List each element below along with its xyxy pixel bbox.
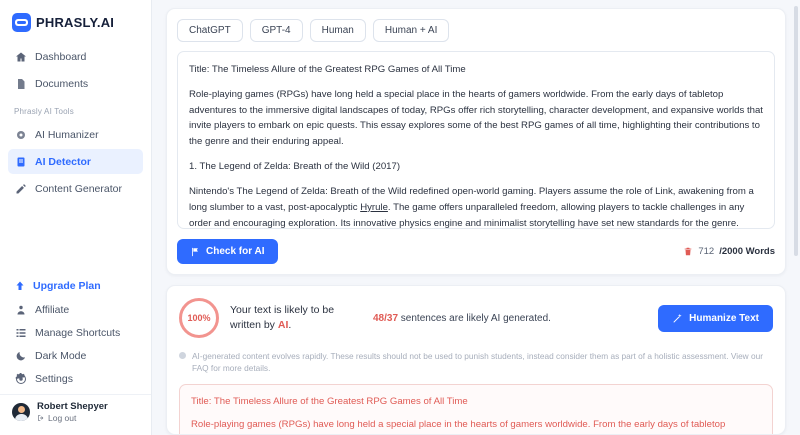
verdict-text: [230, 303, 348, 333]
user-profile[interactable]: [0, 394, 151, 431]
flag-icon: [190, 247, 200, 257]
editor-paragraph-1: Role-playing games (RPGs) have long held a special place in the hearts of gamers worldwide. From the early days of tabletop adventures to the immersive digital landscapes of today, RPGs offer rich storytelling, character development, and expansive worlds that invite players to embark on epic quests. This essay explores some of the best RPG games of all time, highlighting their contributions to the genre and their enduring appeal.: [189, 88, 763, 148]
sidebar-item-label: Content Generator: [35, 182, 122, 195]
verdict-end: .: [288, 319, 292, 331]
sidebar-item-label: Affiliate: [35, 303, 70, 316]
gear-icon: [14, 372, 27, 385]
text-editor[interactable]: [177, 51, 775, 229]
upgrade-plan-label: Upgrade Plan: [33, 280, 101, 292]
tab-human[interactable]: Human: [310, 19, 366, 42]
upgrade-plan-button[interactable]: [0, 274, 151, 298]
tab-gpt4[interactable]: GPT-4: [250, 19, 303, 42]
info-icon: [179, 352, 186, 359]
sidebar-item-dashboard[interactable]: [8, 44, 143, 69]
editor-paragraph-2-part-2: . The game offers unparalleled freedom, allowing players to tackle challenges in any order and encouraging exploration. Its innovative physics engine and minimalist storytelling have set new standards for the genre.: [189, 201, 745, 229]
sentences-count: 48/37: [373, 312, 399, 324]
verdict-highlight: AI: [277, 319, 289, 331]
detector-icon: [14, 155, 27, 168]
brand[interactable]: [0, 0, 151, 42]
model-tabs: [177, 19, 775, 42]
sidebar-item-label: Manage Shortcuts: [35, 326, 121, 339]
home-icon: [14, 50, 27, 63]
sidebar-item-documents[interactable]: [8, 71, 143, 96]
nav-primary: [0, 42, 151, 98]
main-scrollbar[interactable]: [794, 6, 798, 426]
avatar: [12, 403, 30, 421]
highlighted-line-2: Role-playing games (RPGs) have long held a special place in the hearts of gamers worldwide. From the early days of tabletop: [191, 419, 726, 431]
logout-label: Log out: [48, 413, 77, 423]
editor-card: [166, 8, 786, 275]
robot-logo-icon: [12, 13, 31, 32]
document-icon: [14, 77, 27, 90]
shortcuts-icon: [14, 326, 27, 339]
highlighted-line-1: Title: The Timeless Allure of the Greatest RPG Games of All Time: [191, 395, 468, 407]
pen-icon: [14, 182, 27, 195]
sidebar-item-label: AI Detector: [35, 155, 92, 168]
sidebar-item-ai-detector[interactable]: [8, 149, 143, 174]
word-count-current: 712: [698, 246, 715, 257]
disclaimer-text: AI-generated content evolves rapidly. These results should not be used to punish students, instead consider them as part of a holistic assessment. View our FAQ for more details.: [192, 351, 763, 374]
scrollbar-thumb[interactable]: [794, 6, 798, 256]
brand-name: PHRASLY.AI: [36, 15, 115, 30]
humanize-text-button[interactable]: [658, 305, 773, 332]
highlighted-results: [179, 384, 773, 435]
sidebar-item-label: Dashboard: [35, 50, 87, 63]
main-content: [152, 0, 800, 435]
sidebar-item-ai-humanizer[interactable]: [8, 122, 143, 147]
magic-wand-icon: [672, 313, 683, 324]
sidebar-item-dark-mode[interactable]: [0, 344, 151, 367]
editor-title-line: Title: The Timeless Allure of the Greatest RPG Games of All Time: [189, 64, 466, 75]
sidebar-bottom: [0, 274, 151, 435]
check-for-ai-button[interactable]: [177, 239, 278, 264]
ai-score-gauge: 100%: [179, 298, 219, 338]
editor-heading-1: 1. The Legend of Zelda: Breath of the Wild (2017): [189, 161, 401, 173]
editor-paragraph-2: [189, 184, 763, 229]
sidebar-item-content-generator[interactable]: [8, 176, 143, 201]
word-count: [683, 246, 775, 257]
moon-icon: [14, 349, 27, 362]
verdict-part-1: Your text is likely to be written by: [230, 303, 335, 331]
editor-footer: [177, 239, 775, 264]
sidebar-item-settings[interactable]: [0, 367, 151, 390]
sidebar-item-label: AI Humanizer: [35, 128, 99, 141]
sentences-text: sentences are likely AI generated.: [398, 312, 551, 324]
tab-human-plus-ai[interactable]: Human + AI: [373, 19, 450, 42]
trash-icon[interactable]: [683, 246, 693, 257]
word-count-total: /2000 Words: [719, 246, 775, 257]
sidebar-section-label: Phrasly AI Tools: [14, 107, 74, 116]
affiliate-icon: [14, 303, 27, 316]
logout-button[interactable]: [37, 413, 108, 423]
sidebar-item-label: Dark Mode: [35, 349, 87, 362]
sidebar: [0, 0, 152, 435]
check-for-ai-label: Check for AI: [206, 246, 265, 257]
humanize-text-label: Humanize Text: [689, 312, 759, 324]
sidebar-item-label: Settings: [35, 372, 73, 385]
editor-link-hyrule[interactable]: Hyrule: [360, 201, 388, 213]
result-summary: [179, 298, 773, 338]
sentences-summary: [359, 313, 647, 324]
tab-chatgpt[interactable]: ChatGPT: [177, 19, 243, 42]
sparkle-icon: [14, 128, 27, 141]
logout-icon: [37, 414, 45, 422]
result-card: [166, 285, 786, 435]
sidebar-item-label: Documents: [35, 77, 89, 90]
user-name: Robert Shepyer: [37, 401, 108, 412]
sidebar-item-affiliate[interactable]: [0, 298, 151, 321]
upgrade-arrow-icon: [14, 280, 26, 292]
disclaimer: [179, 350, 773, 375]
sidebar-item-manage-shortcuts[interactable]: [0, 321, 151, 344]
editor-paragraph-2-part-1: Nintendo's The Legend of Zelda: Breath of the Wild redefined open-world gaming. Players assume the role of Link, awakening from a long slumber to a vast, post-apocalyptic: [189, 185, 754, 213]
nav-tools: [0, 120, 151, 203]
